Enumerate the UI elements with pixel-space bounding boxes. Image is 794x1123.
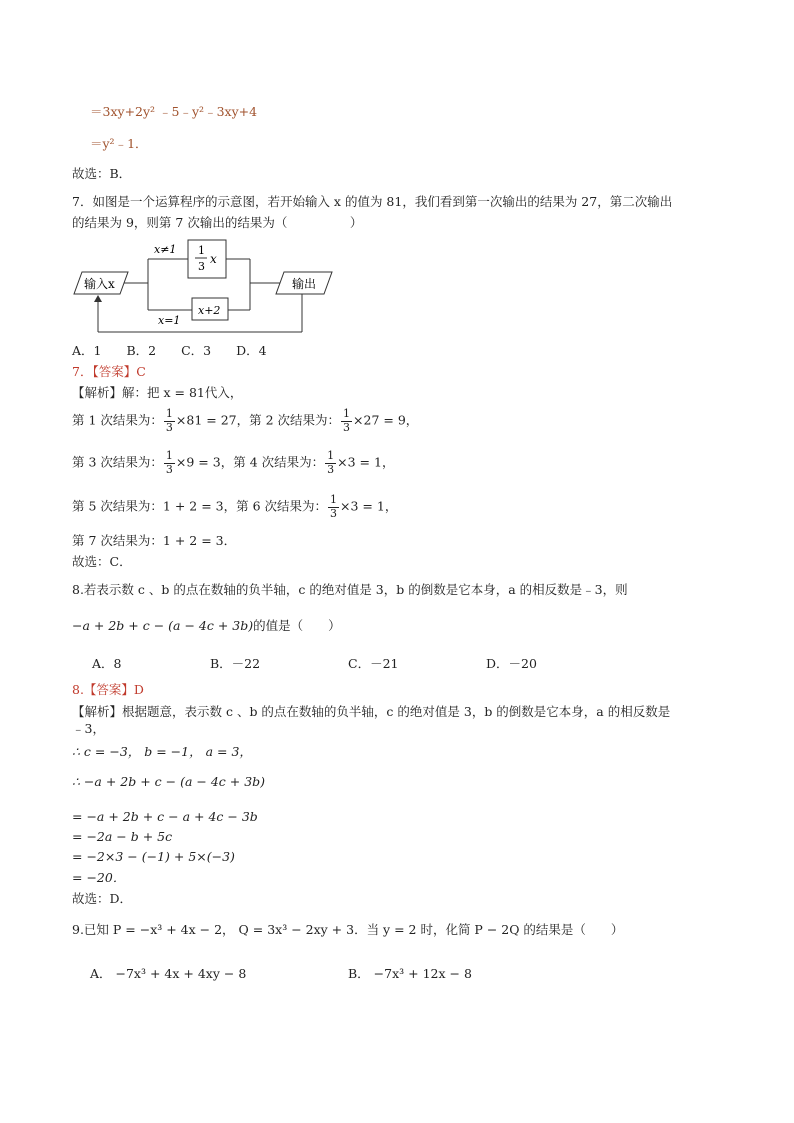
q8-step-3: = −a + 2b + c − a + 4c − 3b bbox=[72, 809, 258, 824]
r5-label: 第 5 次结果为： bbox=[72, 498, 163, 514]
fraction-one-third: $\frac{1}{3}$ bbox=[330, 493, 338, 520]
fraction-one-third: $\frac{1}{3}$ bbox=[165, 449, 173, 476]
q8-option-c: C．－21 bbox=[348, 656, 399, 671]
comma: ， bbox=[405, 412, 419, 428]
q8-step-2: ∴ −a + 2b + c − (a − 4c + 3b) bbox=[72, 774, 266, 789]
q7-flow-diagram bbox=[70, 234, 340, 338]
q7-answer: 7．【答案】C bbox=[72, 364, 146, 379]
q8-step-1: ∴ c = −3， b = −1， a = 3， bbox=[72, 744, 252, 759]
r5-expr: 1 + 2 = 3 bbox=[162, 498, 224, 514]
r1-expr: ×81 = 27 bbox=[175, 412, 237, 428]
q8-answer: 8.【答案】D bbox=[72, 682, 144, 697]
q7-stem-line-2: 的结果为 9，则第 7 次输出的结果为（ ） bbox=[72, 215, 363, 230]
op-box-top bbox=[188, 240, 226, 278]
input-label: 输入x bbox=[84, 277, 115, 291]
fraction-one-third: $\frac{1}{3}$ bbox=[327, 449, 335, 476]
fraction-one-third: $\frac{1}{3}$ bbox=[165, 407, 173, 434]
loop-arrowhead bbox=[94, 295, 102, 302]
comma: ， bbox=[384, 498, 398, 514]
q7-analysis-head: 【解析】解：把 x = 81代入， bbox=[72, 385, 243, 400]
r7-label: 第 7 次结果为： bbox=[72, 533, 163, 548]
q9-option-b: B． −7x³ + 12x − 8 bbox=[348, 966, 472, 981]
q9-stem: 9.已知 P = −x³ + 4x − 2， Q = 3x³ − 2xy + 3．当 y = 2 时，化简 P − 2Q 的结果是（ ） bbox=[72, 922, 624, 937]
q8-option-a: A．8 bbox=[92, 656, 122, 671]
cond-top-label: x≠1 bbox=[154, 243, 177, 256]
q8-stem-line-2 bbox=[72, 618, 341, 633]
r4-label: ，第 4 次结果为： bbox=[220, 454, 325, 470]
q8-analysis-line-2: ﹣3， bbox=[72, 721, 105, 736]
q8-stem-expression: −a + 2b + c − (a − 4c + 3b) bbox=[72, 618, 254, 633]
q8-choice: 故选：D． bbox=[72, 891, 133, 906]
q8-step-4: = −2a − b + 5c bbox=[72, 829, 173, 844]
q7-result-row-4 bbox=[72, 533, 236, 548]
prev-solution-line-1: ＝3xy+2y² ﹣5﹣y²﹣3xy+4 bbox=[90, 104, 258, 119]
q9-option-a: A． −7x³ + 4x + 4xy − 8 bbox=[90, 966, 247, 981]
op-bottom-label: x+2 bbox=[198, 304, 221, 317]
q8-option-b: B．－22 bbox=[210, 656, 261, 671]
q7-options: A．1 B．2 C．3 D．4 bbox=[72, 343, 267, 358]
q8-option-d: D．－20 bbox=[486, 656, 537, 671]
prev-solution-line-2: ＝y²﹣1． bbox=[90, 136, 148, 151]
r3-label: 第 3 次结果为： bbox=[72, 454, 163, 470]
r4-expr: ×3 = 1 bbox=[337, 454, 382, 470]
q8-step-6: = −20． bbox=[72, 870, 126, 885]
r6-label: ，第 6 次结果为： bbox=[223, 498, 328, 514]
op-top-numerator: 1 bbox=[198, 244, 205, 257]
r1-label: 第 1 次结果为： bbox=[72, 412, 163, 428]
q7-result-row-3 bbox=[72, 494, 397, 520]
r3-expr: ×9 = 3 bbox=[175, 454, 221, 470]
q8-stem-tail: 的值是（ ） bbox=[253, 618, 341, 633]
q7-stem-line-1: 7．如图是一个运算程序的示意图，若开始输入 x 的值为 81，我们看到第一次输出的结果为 27，第二次输出 bbox=[72, 194, 673, 209]
q8-stem-line-1: 8.若表示数 c 、b 的点在数轴的负半轴，c 的绝对值是 3，b 的倒数是它本身，a 的相反数是﹣3，则 bbox=[72, 582, 628, 597]
comma: ， bbox=[381, 454, 395, 470]
r2-expr: ×27 = 9 bbox=[353, 412, 406, 428]
q7-result-row-2 bbox=[72, 450, 394, 476]
r6-expr: ×3 = 1 bbox=[340, 498, 385, 514]
r2-label: ，第 2 次结果为： bbox=[236, 412, 341, 428]
prev-choice: 故选：B． bbox=[72, 166, 132, 181]
r7-expr: 1 + 2 = 3． bbox=[162, 533, 237, 548]
op-top-denominator: 3 bbox=[198, 260, 205, 273]
output-label: 输出 bbox=[292, 277, 317, 291]
q7-choice: 故选：C． bbox=[72, 554, 132, 569]
q8-analysis-line-1: 【解析】根据题意，表示数 c 、b 的点在数轴的负半轴，c 的绝对值是 3，b 的倒数是它本身，a 的相反数是 bbox=[72, 704, 671, 719]
op-top-variable: x bbox=[210, 252, 217, 266]
fraction-one-third: $\frac{1}{3}$ bbox=[343, 407, 351, 434]
q8-step-5: = −2×3 − (−1) + 5×(−3) bbox=[72, 849, 235, 864]
cond-bottom-label: x=1 bbox=[158, 314, 181, 327]
q7-result-row-1 bbox=[72, 408, 418, 434]
